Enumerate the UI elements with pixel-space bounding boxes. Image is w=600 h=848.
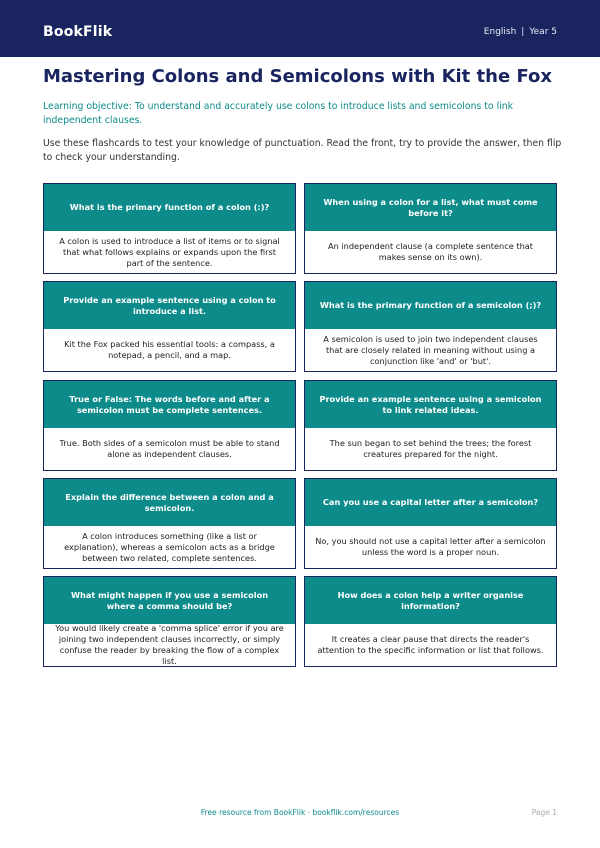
flashcard[interactable] <box>43 576 296 667</box>
year-label: Year 5 <box>529 27 557 37</box>
flashcard-front: True or False: The words before and after a semicolon must be complete sentences. <box>44 381 295 428</box>
flashcard[interactable] <box>304 380 557 471</box>
meta-separator: | <box>521 27 525 37</box>
flashcard-front: When using a colon for a list, what must come before it? <box>305 184 556 231</box>
page-number: Page 1 <box>531 808 557 817</box>
flashcard[interactable] <box>304 281 557 372</box>
flashcard-back: True. Both sides of a semicolon must be able to stand alone as independent clauses. <box>59 438 280 459</box>
subject-label: English <box>483 27 517 37</box>
intro-text: Use these flashcards to test your knowledge of punctuation. Read the front, try to provide the answer, then flip to check your understanding. <box>43 138 562 163</box>
flashcard-front: What is the primary function of a colon (:)? <box>44 184 295 231</box>
flashcard-back: A colon introduces something (like a list or explanation), whereas a semicolon acts as a bridge between two related, complete sentences. <box>64 530 275 563</box>
flashcard[interactable] <box>43 281 296 372</box>
flashcard-back: The sun began to set behind the trees; the forest creatures prepared for the night. <box>329 438 532 459</box>
flashcard-back: It creates a clear pause that directs the reader's attention to the specific information or list that follows. <box>317 634 544 655</box>
flashcard-front: How does a colon help a writer organise information? <box>305 577 556 624</box>
flashcard[interactable] <box>304 183 557 274</box>
flashcard-back: Kit the Fox packed his essential tools: a compass, a notepad, a pencil, and a map. <box>64 339 275 360</box>
flashcard[interactable] <box>43 183 296 274</box>
flashcard-back: No, you should not use a capital letter after a semicolon unless the word is a proper noun. <box>315 536 546 557</box>
flashcard-front: What might happen if you use a semicolon where a comma should be? <box>44 577 295 624</box>
flashcard-back: A semicolon is used to join two independent clauses that are closely related in meaning without using a conjunction like 'and' or 'but'. <box>323 333 538 366</box>
page-header <box>0 0 600 57</box>
subject-year-meta <box>484 27 557 37</box>
flashcard[interactable] <box>43 478 296 569</box>
flashcard-front: Provide an example sentence using a colon to introduce a list. <box>44 282 295 329</box>
flashcard-back: An independent clause (a complete sentence that makes sense on its own). <box>328 241 533 262</box>
flashcard-front: Explain the difference between a colon and a semicolon. <box>44 479 295 526</box>
learning-objective: Learning objective: To understand and accurately use colons to introduce lists and semicolons to link independent clauses. <box>43 101 514 126</box>
flashcard[interactable] <box>304 478 557 569</box>
flashcard-front: Can you use a capital letter after a semicolon? <box>305 479 556 526</box>
brand-logo[interactable]: BookFlik <box>43 24 113 40</box>
flashcard[interactable] <box>304 576 557 667</box>
flashcard-back: You would likely create a 'comma splice' error if you are joining two independent clauses incorrectly, or simply confuse the reader by breaking the flow of a complex list. <box>55 623 284 666</box>
flashcard-back: A colon is used to introduce a list of items or to signal that what follows explains or expands upon the first part of the sentence. <box>59 235 280 268</box>
flashcard[interactable] <box>43 380 296 471</box>
page-title: Mastering Colons and Semicolons with Kit the Fox <box>43 66 552 87</box>
footer-link[interactable]: Free resource from BookFlik · bookflik.com/resources <box>200 808 400 817</box>
flashcard-front: Provide an example sentence using a semicolon to link related ideas. <box>305 381 556 428</box>
flashcard-front: What is the primary function of a semicolon (;)? <box>305 282 556 329</box>
